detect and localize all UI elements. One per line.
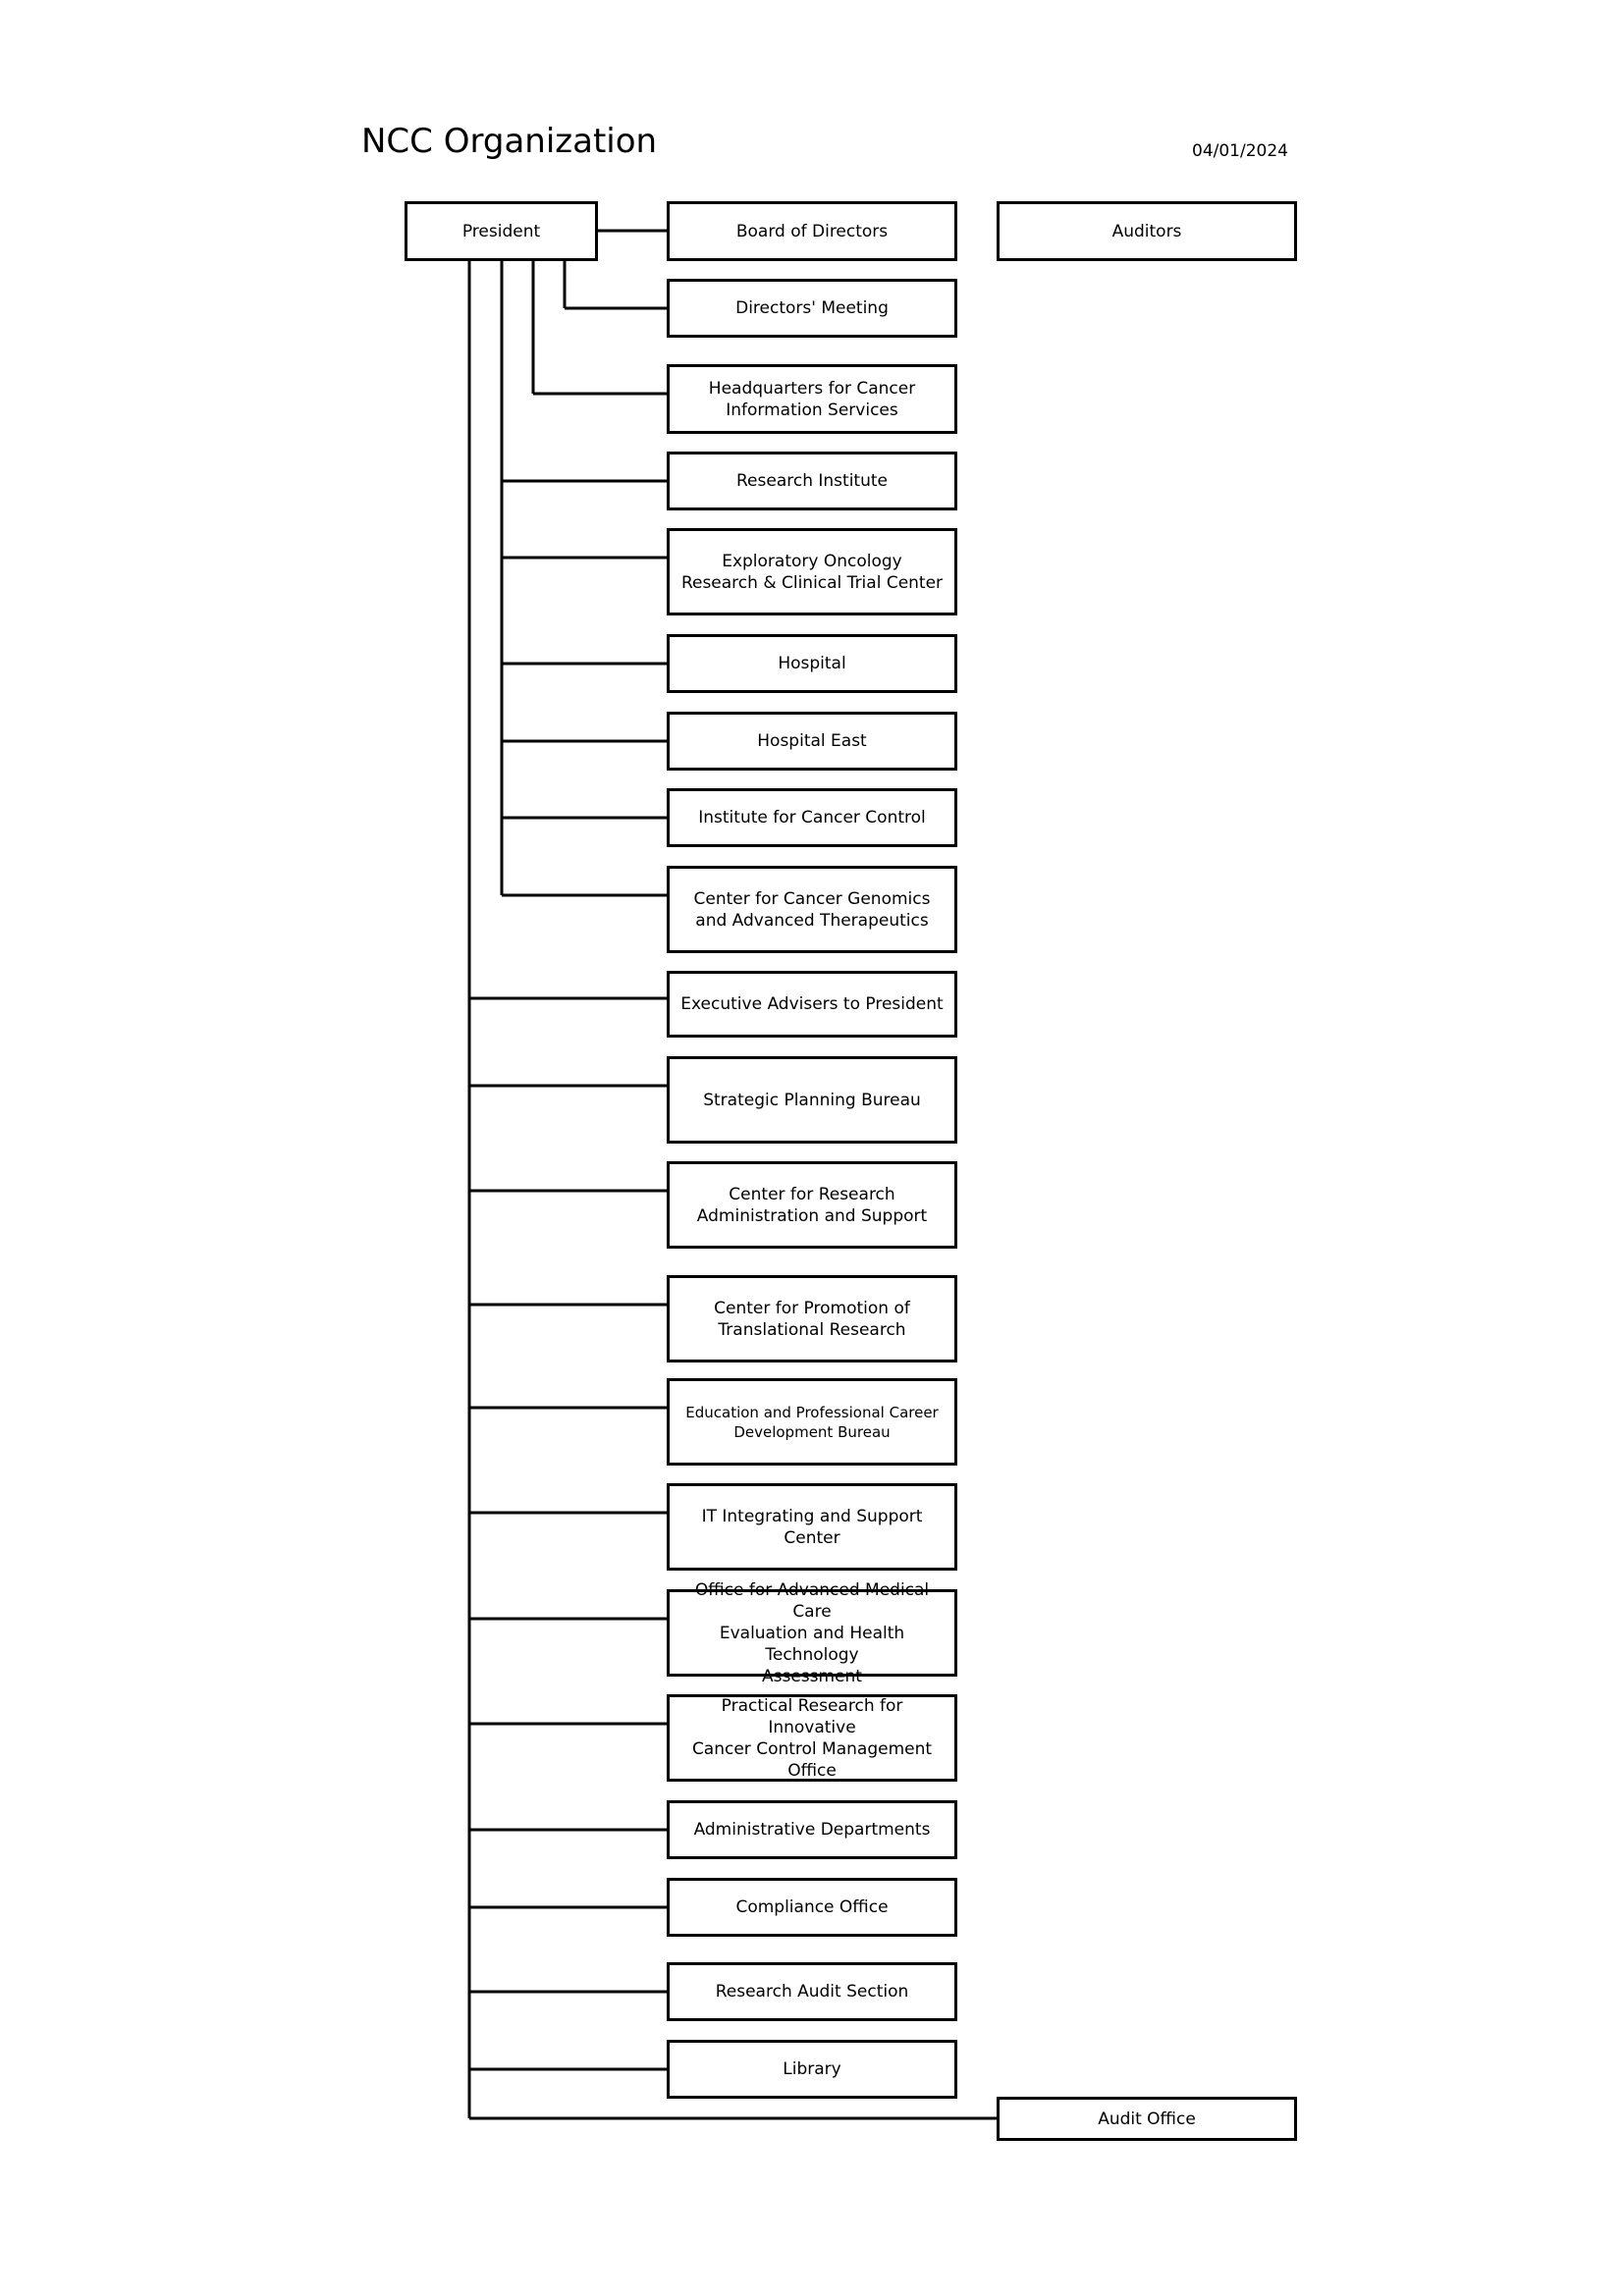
- unit-strategic-planning: Strategic Planning Bureau: [667, 1056, 957, 1144]
- unit-library: Library: [667, 2040, 957, 2099]
- unit-research-institute: Research Institute: [667, 452, 957, 510]
- unit-practical-research: Practical Research for Innovative Cancer Control Management Office: [667, 1694, 957, 1782]
- unit-it-integrating-support: IT Integrating and Support Center: [667, 1483, 957, 1571]
- unit-board-of-directors: Board of Directors: [667, 201, 957, 261]
- president-box: President: [405, 201, 598, 261]
- page-date: 04/01/2024: [1192, 141, 1288, 161]
- unit-research-administration: Center for Research Administration and Support: [667, 1161, 957, 1249]
- unit-cancer-genomics: Center for Cancer Genomics and Advanced Therapeutics: [667, 866, 957, 953]
- audit-office-box: Audit Office: [997, 2097, 1297, 2141]
- unit-administrative-departments: Administrative Departments: [667, 1800, 957, 1859]
- unit-exploratory-oncology: Exploratory Oncology Research & Clinical Trial Center: [667, 528, 957, 615]
- unit-translational-research: Center for Promotion of Translational Research: [667, 1275, 957, 1362]
- unit-hospital-east: Hospital East: [667, 712, 957, 771]
- unit-advanced-medical-care: Office for Advanced Medical Care Evaluation and Health Technology Assessment: [667, 1589, 957, 1677]
- unit-hospital: Hospital: [667, 634, 957, 693]
- unit-executive-advisers: Executive Advisers to President: [667, 971, 957, 1038]
- unit-institute-cancer-control: Institute for Cancer Control: [667, 788, 957, 847]
- page-title: NCC Organization: [361, 122, 658, 161]
- unit-headquarters-cancer-information: Headquarters for Cancer Information Services: [667, 364, 957, 434]
- unit-directors-meeting: Directors' Meeting: [667, 279, 957, 338]
- unit-research-audit-section: Research Audit Section: [667, 1962, 957, 2021]
- unit-compliance-office: Compliance Office: [667, 1878, 957, 1937]
- auditors-box: Auditors: [997, 201, 1297, 261]
- unit-education-career-development: Education and Professional Career Development Bureau: [667, 1378, 957, 1466]
